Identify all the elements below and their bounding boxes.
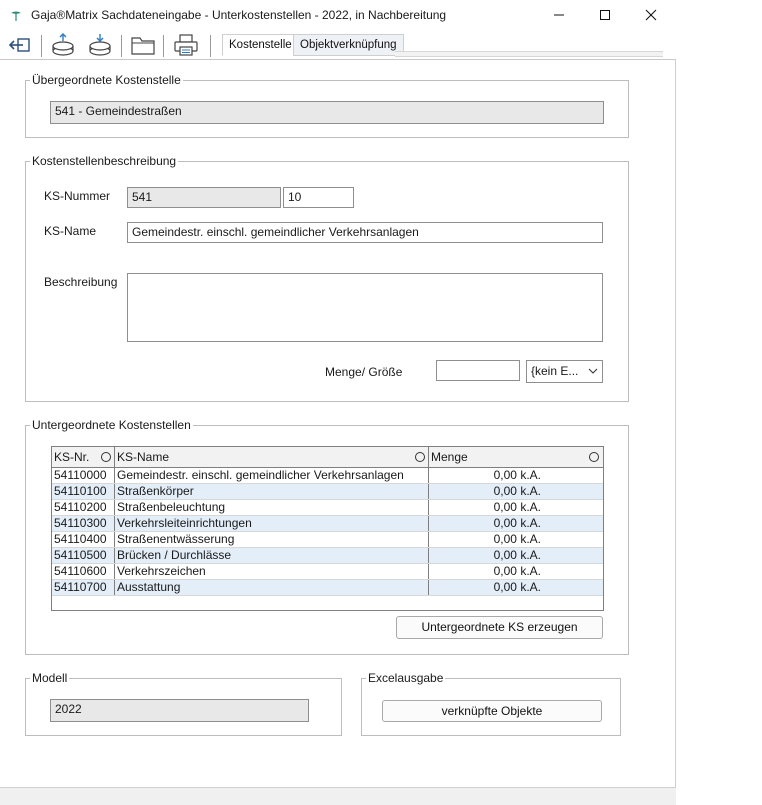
table-row[interactable] bbox=[52, 516, 603, 532]
toolbar-separator bbox=[210, 35, 211, 57]
cell-menge: 0,00 k.A. bbox=[493, 532, 541, 546]
table-row[interactable] bbox=[52, 500, 603, 516]
modell-field: 2022 bbox=[50, 699, 309, 722]
column-header-menge[interactable]: Menge bbox=[429, 447, 603, 467]
cell-ks-name: Straßenkörper bbox=[115, 484, 429, 499]
maximize-icon bbox=[599, 8, 611, 24]
table-row[interactable] bbox=[52, 484, 603, 500]
exit-button[interactable] bbox=[6, 33, 34, 59]
cell-ks-nr: 54110100 bbox=[52, 484, 115, 499]
einheit-selected-value: {kein E... bbox=[531, 364, 579, 378]
cell-ks-name: Gemeindestr. einschl. gemeindlicher Verkehrsanlagen bbox=[115, 468, 429, 483]
cell-ks-nr: 54110200 bbox=[52, 500, 115, 515]
folder-icon bbox=[130, 34, 156, 59]
child-cost-centers-legend: Untergeordnete Kostenstellen bbox=[32, 418, 191, 432]
cell-menge: 0,00 k.A. bbox=[493, 516, 541, 530]
cell-ks-nr: 54110300 bbox=[52, 516, 115, 531]
sort-icon[interactable] bbox=[415, 452, 425, 462]
tab-strip bbox=[395, 51, 663, 57]
cell-ks-name: Straßenbeleuchtung bbox=[115, 500, 429, 515]
ks-nummer-label: KS-Nummer bbox=[44, 189, 111, 203]
cell-ks-name: Ausstattung bbox=[115, 580, 429, 595]
menge-groesse-label: Menge/ Größe bbox=[325, 365, 403, 379]
tab-kostenstelle[interactable]: Kostenstelle bbox=[222, 34, 299, 56]
printer-icon bbox=[173, 33, 199, 60]
child-cost-centers-table[interactable] bbox=[51, 446, 604, 611]
toolbar-separator bbox=[121, 35, 122, 57]
table-row[interactable] bbox=[52, 580, 603, 596]
column-header-ks-nr[interactable]: KS-Nr. bbox=[52, 447, 115, 467]
table-row[interactable] bbox=[52, 548, 603, 564]
exit-icon bbox=[7, 35, 33, 58]
table-row[interactable] bbox=[52, 468, 603, 484]
modell-legend: Modell bbox=[32, 671, 68, 685]
title-bar bbox=[0, 0, 676, 32]
database-load-icon bbox=[87, 33, 113, 60]
generate-child-cost-centers-button[interactable]: Untergeordnete KS erzeugen bbox=[396, 616, 603, 639]
parent-cost-center-legend: Übergeordnete Kostenstelle bbox=[32, 73, 181, 87]
minimize-icon bbox=[553, 8, 565, 24]
database-save-button[interactable] bbox=[49, 33, 77, 59]
ks-name-label: KS-Name bbox=[44, 224, 97, 238]
database-save-icon bbox=[50, 33, 76, 60]
table-header bbox=[52, 447, 603, 468]
gaja-logo-icon bbox=[10, 10, 22, 22]
sort-icon[interactable] bbox=[589, 452, 599, 462]
toolbar-separator bbox=[41, 35, 42, 57]
cell-menge: 0,00 k.A. bbox=[493, 564, 541, 578]
window-title: Gaja®Matrix Sachdateneingabe - Unterkostenstellen - 2022, in Nachbereitung bbox=[31, 8, 447, 22]
ks-nummer-suffix-input[interactable]: 10 bbox=[283, 187, 354, 208]
cell-menge: 0,00 k.A. bbox=[493, 548, 541, 562]
cell-ks-name: Straßenentwässerung bbox=[115, 532, 429, 547]
cell-ks-name: Verkehrszeichen bbox=[115, 564, 429, 579]
cell-ks-name: Brücken / Durchlässe bbox=[115, 548, 429, 563]
cell-ks-name: Verkehrsleiteinrichtungen bbox=[115, 516, 429, 531]
column-header-ks-name[interactable]: KS-Name bbox=[115, 447, 429, 467]
status-bar bbox=[0, 787, 676, 805]
minimize-button[interactable] bbox=[536, 0, 582, 32]
ks-nummer-prefix-field: 541 bbox=[127, 187, 281, 208]
sort-icon[interactable] bbox=[101, 452, 111, 462]
toolbar-separator bbox=[163, 35, 164, 57]
cell-menge: 0,00 k.A. bbox=[493, 484, 541, 498]
tab-objektverknuepfung[interactable]: Objektverknüpfung bbox=[293, 34, 404, 56]
maximize-button[interactable] bbox=[582, 0, 628, 32]
cell-ks-nr: 54110700 bbox=[52, 580, 115, 595]
beschreibung-textarea[interactable] bbox=[127, 273, 603, 342]
menge-input[interactable] bbox=[436, 360, 520, 381]
cell-menge: 0,00 k.A. bbox=[493, 468, 541, 482]
table-row[interactable] bbox=[52, 564, 603, 580]
parent-cost-center-field: 541 - Gemeindestraßen bbox=[50, 101, 604, 124]
print-button[interactable] bbox=[172, 33, 200, 59]
cell-ks-nr: 54110500 bbox=[52, 548, 115, 563]
chevron-down-icon bbox=[588, 362, 598, 381]
database-load-button[interactable] bbox=[86, 33, 114, 59]
einheit-dropdown[interactable] bbox=[526, 360, 603, 383]
close-icon bbox=[645, 8, 657, 24]
cell-ks-nr: 54110400 bbox=[52, 532, 115, 547]
beschreibung-label: Beschreibung bbox=[44, 275, 118, 289]
cell-menge: 0,00 k.A. bbox=[493, 580, 541, 594]
excel-output-legend: Excelausgabe bbox=[368, 671, 444, 685]
cell-menge: 0,00 k.A. bbox=[493, 500, 541, 514]
close-button[interactable] bbox=[628, 0, 674, 32]
linked-objects-button[interactable]: verknüpfte Objekte bbox=[382, 700, 602, 722]
cell-ks-nr: 54110600 bbox=[52, 564, 115, 579]
open-folder-button[interactable] bbox=[129, 33, 157, 59]
table-row[interactable] bbox=[52, 532, 603, 548]
ks-name-input[interactable]: Gemeindestr. einschl. gemeindlicher Verkehrsanlagen bbox=[127, 222, 603, 243]
cell-ks-nr: 54110000 bbox=[52, 468, 115, 483]
cost-center-description-legend: Kostenstellenbeschreibung bbox=[32, 154, 177, 168]
toolbar bbox=[0, 32, 676, 60]
